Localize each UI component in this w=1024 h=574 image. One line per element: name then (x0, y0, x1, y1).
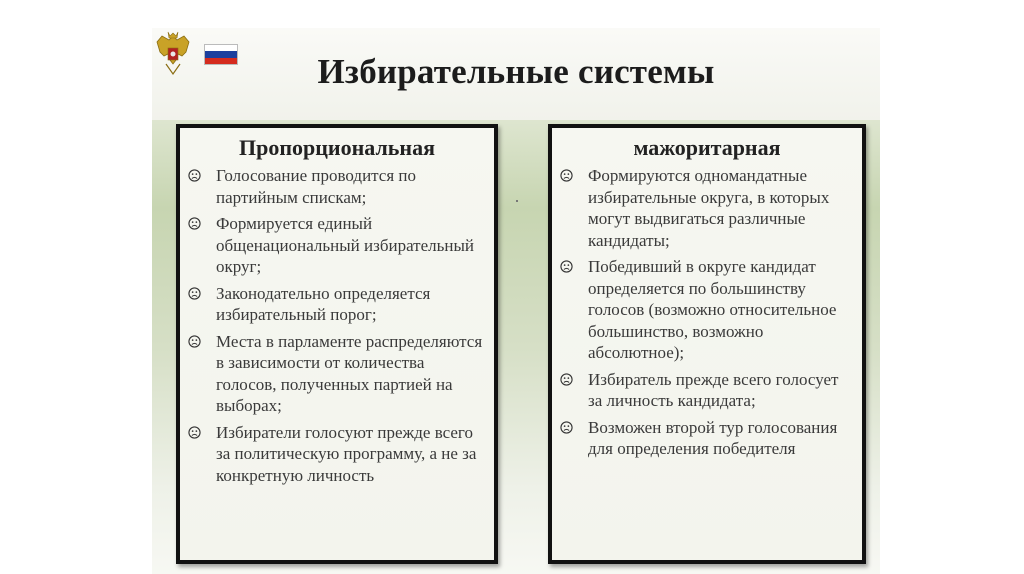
list-item-text: Голосование проводится по партийным спискам; (216, 166, 417, 207)
list-item-text: Формируются одномандатные избирательные округа, в которых могут выдвигаться различные кандидаты; (588, 166, 830, 250)
proportional-system-panel (176, 124, 498, 564)
list-item (188, 331, 486, 417)
sad-face-icon (188, 426, 201, 439)
sad-face-icon (188, 169, 201, 182)
list-item-text: Законодательно определяется избирательный порог; (216, 283, 431, 324)
list-item (560, 165, 854, 251)
sad-face-icon (560, 373, 573, 386)
proportional-list (180, 165, 494, 486)
list-item-text: Возможен второй тур голосования для определения победителя (588, 417, 838, 458)
list-item (560, 369, 854, 412)
majoritarian-list (552, 165, 862, 460)
list-item-text: Формируется единый общенациональный избирательный округ; (216, 214, 475, 276)
sad-face-icon (188, 335, 201, 348)
list-item (188, 213, 486, 278)
list-item-text: Победивший в округе кандидат определяется по большинству голосов (возможно относительное большинство, возможно абсолютное); (588, 257, 837, 362)
page-title: Избирательные системы (317, 52, 715, 91)
proportional-heading: Пропорциональная (238, 135, 436, 160)
list-item-text: Избиратель прежде всего голосует за личность кандидата; (588, 369, 839, 410)
sad-face-icon (560, 421, 573, 434)
decorative-dot (516, 200, 518, 202)
list-item (188, 422, 486, 487)
list-item (188, 165, 486, 208)
list-item-text: Места в парламенте распределяются в зависимости от количества голосов, полученных партией на выборах; (216, 331, 483, 415)
list-item (188, 283, 486, 326)
majoritarian-heading: мажоритарная (633, 135, 781, 160)
list-item (560, 417, 854, 460)
majoritarian-system-panel (548, 124, 866, 564)
sad-face-icon (560, 169, 573, 182)
sad-face-icon (188, 217, 201, 230)
sad-face-icon (188, 287, 201, 300)
list-item (560, 256, 854, 364)
sad-face-icon (560, 260, 573, 273)
list-item-text: Избиратели голосуют прежде всего за политическую программу, а не за конкретную личность (216, 422, 477, 485)
